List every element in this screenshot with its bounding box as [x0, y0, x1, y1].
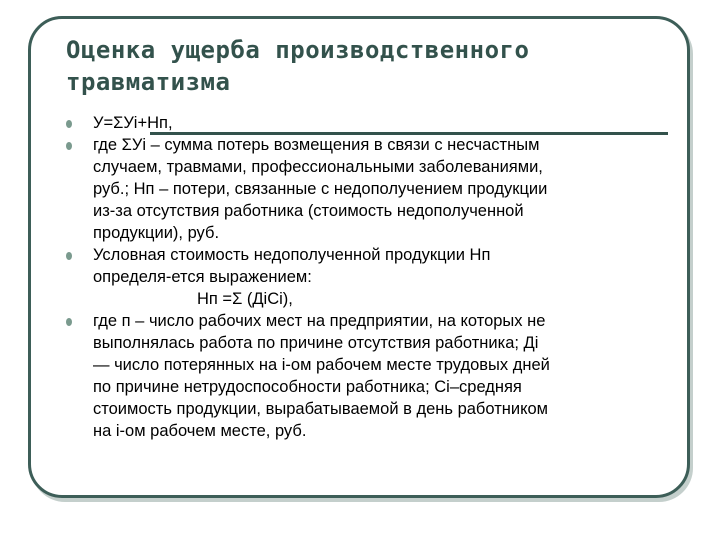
title-line: Оценка ущерба производственного	[66, 36, 530, 64]
text-line: определя-ется выражением:	[93, 268, 312, 286]
bullet-item-lost-production	[66, 244, 666, 310]
bullet-list	[66, 112, 666, 442]
text-line: из-за отсутствия работника (стоимость недополученной	[93, 202, 524, 220]
text-line: продукции), руб.	[93, 224, 220, 242]
bullet-icon	[66, 252, 72, 260]
bullet-item-variable-definitions	[66, 310, 666, 442]
text-line: руб.; Нп – потери, связанные с недополучением продукции	[93, 180, 548, 198]
text-line: на і-ом рабочем месте, руб.	[93, 422, 307, 440]
text-line: случаем, травмами, профессиональными заболеваниями,	[93, 158, 543, 176]
slide-title	[66, 34, 666, 98]
text-line: где п – число рабочих мест на предприятии, на которых не	[93, 312, 546, 330]
text-line: выполнялась работа по причине отсутствия работника; Ді	[93, 334, 539, 352]
bullet-item-loss-definitions	[66, 134, 666, 244]
bullet-icon	[66, 120, 72, 128]
title-line: травматизма	[66, 68, 231, 96]
text-line: У=ΣУі+Нп,	[93, 114, 173, 132]
text-line: где ΣУі – сумма потерь возмещения в связи с несчастным	[93, 136, 540, 154]
text-line: — число потерянных на і-ом рабочем месте трудовых дней	[93, 356, 550, 374]
bullet-icon	[66, 318, 72, 326]
text-line: Условная стоимость недополученной продукции Нп	[93, 246, 491, 264]
bullet-icon	[66, 142, 72, 150]
bullet-item-total-loss-formula	[66, 112, 666, 134]
text-line: стоимость продукции, вырабатываемой в день работником	[93, 400, 549, 418]
formula-line: Нп =Σ (ДіСі),	[197, 290, 293, 308]
text-line: по причине нетрудоспособности работника; Сі–средняя	[93, 378, 522, 396]
